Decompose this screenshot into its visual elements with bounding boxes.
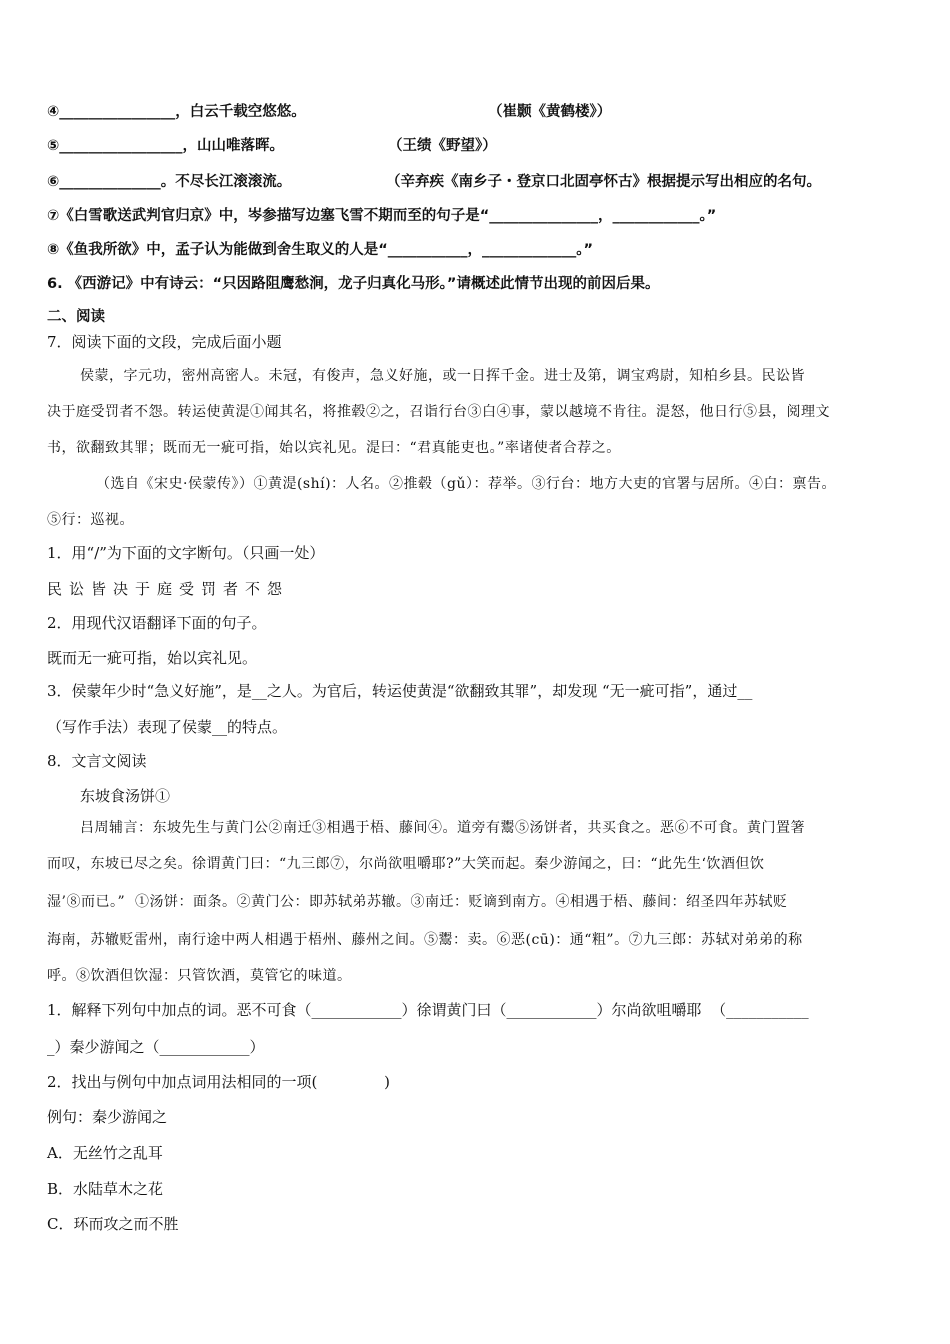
q8-sub2-prompt: 2．找出与例句中加点词用法相同的一项( ) (47, 1073, 391, 1091)
q7-sub3-line-2: （写作手法）表现了侯蒙__的特点。 (47, 718, 288, 736)
poem-source-4: （崔颢《黄鹤楼》） (488, 104, 612, 120)
q8-passage-line-1: 吕周辅言：东坡先生与黄门公②南迁③相遇于梧、藤间④。道旁有鬻⑤汤饼者，共买食之。恶⑥不可食。黄门置箸 (80, 820, 805, 836)
q8-sub1-line-2: _）秦少游闻之（____________） (47, 1038, 265, 1056)
poem-fill-7: ⑦《白雪歌送武判官归京》中，岑参描写边塞飞雪不期而至的句子是“_______________，____________。” (47, 208, 717, 224)
q7-notes-line-2: ⑤行：巡视。 (47, 512, 134, 528)
q8-sub1-line-1: 1．解释下列句中加点的词。恶不可食（____________）徐谓黄门曰（____________）尔尚欲咀嚼耶 （___________ (47, 1001, 809, 1019)
q8-sub2-example: 例句：秦少游闻之 (47, 1108, 168, 1126)
q7-sub2-prompt: 2．用现代汉语翻译下面的句子。 (47, 614, 267, 632)
q8-intro: 8．文言文阅读 (47, 752, 147, 770)
q8-option-a: A．无丝竹之乱耳 (47, 1144, 163, 1162)
q7-passage-line-3: 书，欲翻致其罪；既而无一疵可指，始以宾礼见。湜曰：“君真能吏也。”率诸使者合荐之。 (47, 440, 621, 456)
q8-passage-line-2: 而叹，东坡已尽之矣。徐谓黄门曰：“九三郎⑦，尔尚欲咀嚼耶?”大笑而起。秦少游闻之，曰：“此先生‘饮酒但饮 (47, 856, 765, 872)
q8-option-b: B．水陆草木之花 (47, 1180, 164, 1198)
q7-passage-line-2: 决于庭受罚者不怨。转运使黄湜①闻其名，将推毂②之，召诣行台③白④事，蒙以越境不肯往。湜怒，他日行⑤县，阅理文 (47, 404, 830, 420)
q8-passage-line-3: 湿’⑧而已。” ①汤饼：面条。②黄门公：即苏轼弟苏辙。③南迁：贬谪到南方。④相遇于梧、藤间：绍圣四年苏轼贬 (47, 894, 788, 910)
q7-intro: 7．阅读下面的文段，完成后面小题 (47, 333, 282, 351)
poem-fill-8: ⑧《鱼我所欲》中，孟子认为能做到舍生取义的人是“___________，_____________。” (47, 242, 594, 258)
q7-notes-line-1: （选自《宋史·侯蒙传》）①黄湜(shí)：人名。②推毂（gǔ）：荐举。③行台：地方大吏的官署与居所。④白：禀告。 (96, 476, 837, 492)
poem-source-6: （辛弃疾《南乡子・登京口北固亭怀古》根据提示写出相应的名句。 (386, 174, 821, 190)
poem-fill-5: ⑤_________________，山山唯落晖。 (47, 138, 285, 154)
question-6: 6. 《西游记》中有诗云：“只因路阻鹰愁涧，龙子归真化马形。”请概述此情节出现的前因后果。 (47, 276, 660, 292)
poem-source-5: （王绩《野望》） (388, 138, 497, 154)
q8-title: 东坡食汤饼① (80, 787, 171, 805)
q7-sub2-text: 既而无一疵可指，始以宾礼见。 (47, 649, 258, 667)
q7-sub3-line-1: 3．侯蒙年少时“急义好施”，是__之人。为官后，转运使黄湜“欲翻致其罪”，却发现 “无一疵可指”，通过__ (47, 682, 753, 700)
poem-fill-6: ⑥______________。不尽长江滚滚流。 (47, 174, 292, 190)
section-title-reading: 二、阅读 (47, 309, 105, 325)
q8-option-c: C．环而攻之而不胜 (47, 1215, 179, 1233)
q8-passage-line-5: 呼。⑧饮酒但饮湿：只管饮酒，莫管它的味道。 (47, 968, 352, 984)
q7-sub1-prompt: 1．用“/”为下面的文字断句。（只画一处） (47, 544, 325, 562)
q7-sub1-text: 民讼皆决于庭受罚者不怨 (47, 580, 290, 598)
q8-passage-line-4: 海南，苏辙贬雷州，南行途中两人相遇于梧州、藤州之间。⑤鬻：卖。⑥恶(cū)：通“粗”。⑦九三郎：苏轼对弟弟的称 (47, 932, 803, 948)
poem-fill-4: ④________________，白云千载空悠悠。 (47, 104, 306, 120)
q7-passage-line-1: 侯蒙，字元功，密州高密人。未冠，有俊声，急义好施，或一日挥千金。进士及第，调宝鸡尉，知柏乡县。民讼皆 (80, 368, 805, 384)
